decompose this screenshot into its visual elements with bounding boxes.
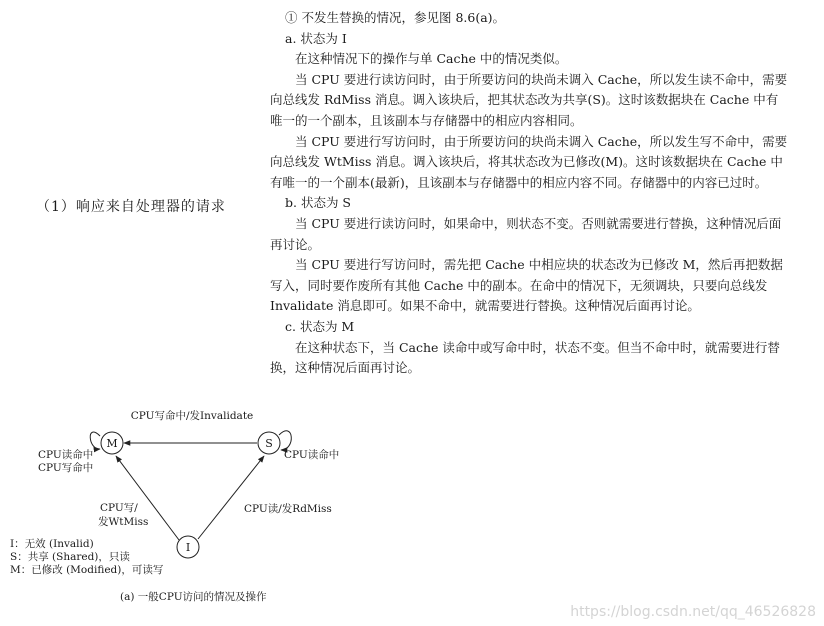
label-i-to-m-line1: CPU写/ (100, 502, 138, 514)
paragraph: c. 状态为 M (285, 318, 355, 334)
label-m-self-1: CPU读命中 (38, 449, 94, 461)
paragraph: 在这种情况下的操作与单 Cache 中的情况类似。 (295, 51, 568, 67)
legend-item: I：无效 (Invalid) (10, 538, 94, 550)
node-m (101, 432, 123, 454)
state-diagram (0, 400, 380, 626)
paragraph: a. 状态为 I (285, 30, 347, 46)
side-heading: （1）响应来自处理器的请求 (36, 199, 226, 215)
node-s-label: S (265, 437, 273, 450)
legend-item: M：已修改 (Modified)，可读写 (10, 564, 164, 576)
legend-item: S：共享 (Shared)，只读 (10, 551, 130, 563)
node-i (177, 536, 199, 558)
figure-caption: (a) 一般CPU访问的情况及操作 (120, 591, 267, 603)
body-text (270, 8, 790, 379)
paragraph: 当 CPU 要进行写访问时，由于所要访问的块尚未调入 Cache，所以发生写不命中，需要向总线发 WtMiss 消息。调入该块后，将其状态改为已修改(M)。这时该数据块在 Cache 中有唯一的一个副本(最新)，且该副本与存储器中的相应内容不同。存储器中的内容已过时。 (270, 133, 788, 190)
paragraph: 当 CPU 要进行读访问时，如果命中，则状态不变。否则就需要进行替换，这种情况后面再讨论。 (270, 215, 782, 252)
label-s-self: CPU读命中 (284, 449, 340, 461)
node-s (258, 432, 280, 454)
edge-m-self (90, 432, 100, 449)
node-m-label: M (106, 437, 118, 450)
label-s-to-m: CPU写命中/发Invalidate (130, 410, 254, 422)
label-i-to-m-line2: 发WtMiss (98, 516, 149, 528)
paragraph: 当 CPU 要进行写访问时，需先把 Cache 中相应块的状态改为已修改 M，然后再把数据写入，同时要作废所有其他 Cache 中的副本。在命中的情况下，无须调块，只要向总线发 Invalidate 消息即可。如果不命中，就需要进行替换。这种情况后面再讨论。 (270, 257, 783, 314)
paragraph: 当 CPU 要进行读访问时，由于所要访问的块尚未调入 Cache，所以发生读不命中，需要向总线发 RdMiss 消息。调入该块后，把其状态改为共享(S)。这时该数据块在 Cache 中有唯一的一个副本，且该副本与存储器中的相应内容相同。 (270, 71, 788, 128)
watermark: https://blog.csdn.net/qq_46526828 (570, 604, 816, 620)
label-i-to-s: CPU读/发RdMiss (244, 503, 332, 515)
edge-s-self (279, 431, 291, 450)
paragraph: b. 状态为 S (285, 195, 351, 211)
paragraph: 在这种状态下，当 Cache 读命中或写命中时，状态不变。但当不命中时，就需要进行替换，这种情况后面再讨论。 (270, 339, 780, 376)
node-i-label: I (185, 541, 191, 554)
edge-i-to-s (198, 456, 264, 539)
paragraph: ① 不发生替换的情况，参见图 8.6(a)。 (285, 10, 506, 25)
label-m-self-2: CPU写命中 (38, 462, 94, 474)
